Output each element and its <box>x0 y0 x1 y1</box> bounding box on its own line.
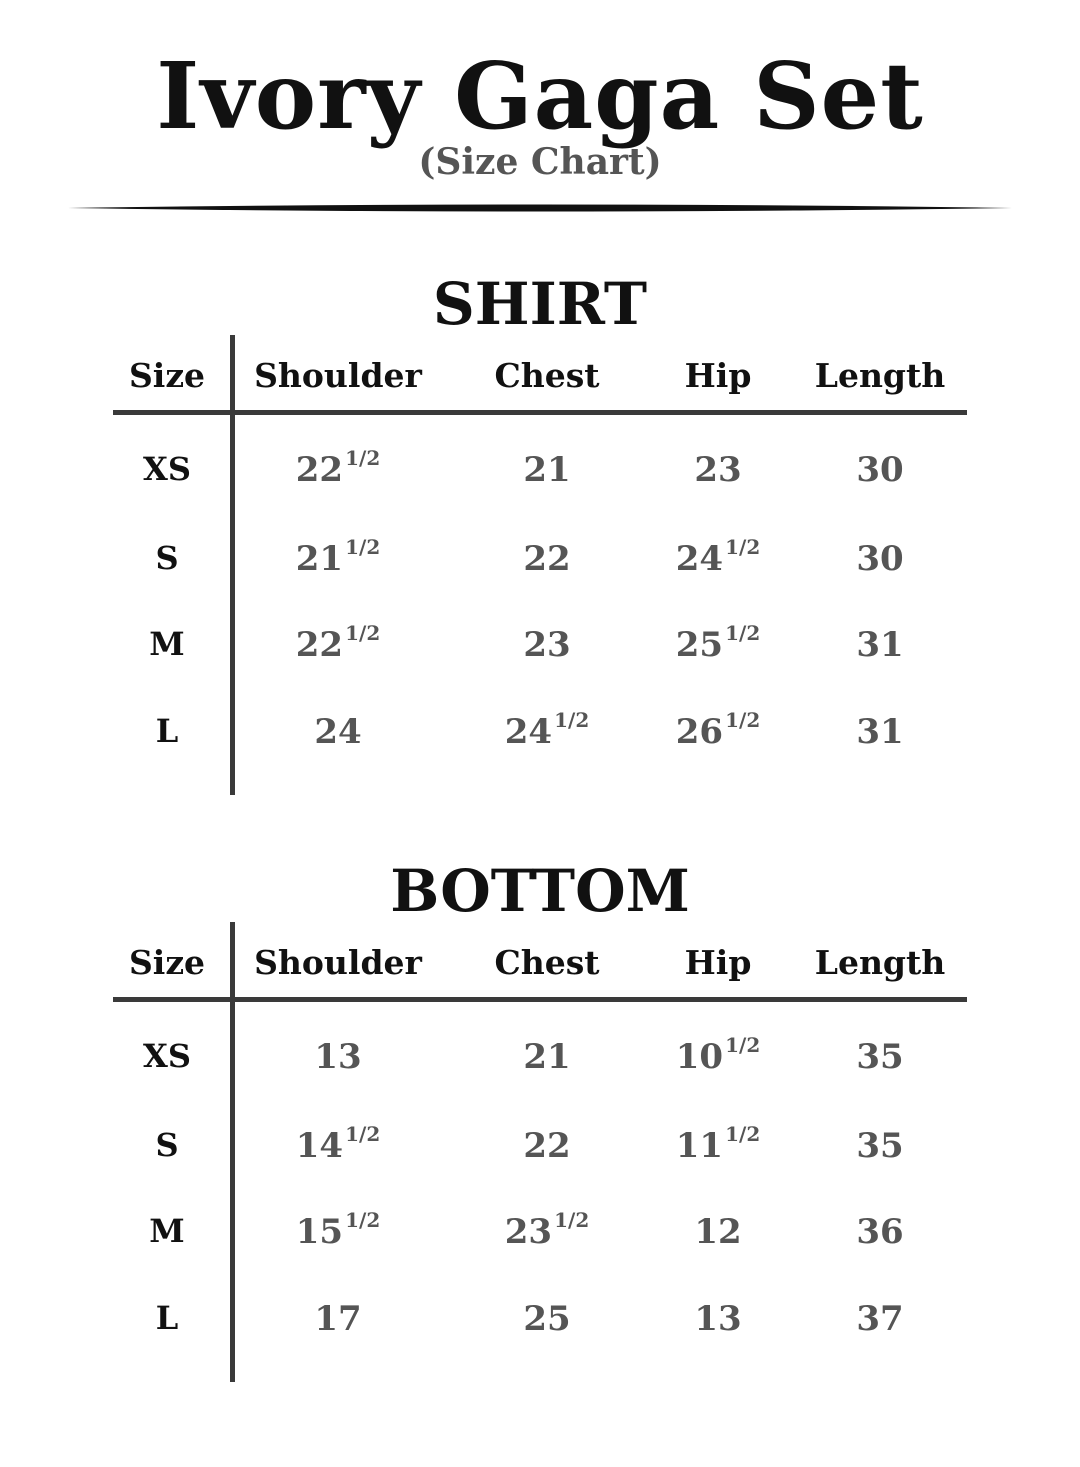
value-whole: 36 <box>856 1212 904 1252</box>
shirt-cell-chest <box>523 450 571 490</box>
value-whole: 21 <box>295 539 344 579</box>
value-fraction: 1/2 <box>345 621 381 645</box>
value-whole: 31 <box>856 712 904 752</box>
value-whole: 13 <box>694 1299 742 1339</box>
value-whole: 37 <box>856 1299 904 1339</box>
shirt-cell-chest <box>523 539 571 579</box>
bottom-cell-hip <box>675 1033 761 1077</box>
shirt-cell-hip <box>675 621 761 665</box>
shirt-cell-length <box>856 450 904 490</box>
value-whole: 23 <box>694 450 742 490</box>
value-whole: 24 <box>314 712 362 752</box>
bottom-cell-shoulder <box>314 1037 362 1077</box>
value-whole: 22 <box>295 625 344 665</box>
bottom-cell-length <box>856 1212 904 1252</box>
bottom-header-size: Size <box>128 943 206 982</box>
title-divider <box>68 202 1012 214</box>
value-whole: 21 <box>523 450 571 490</box>
shirt-header-rule <box>113 410 967 415</box>
value-whole: 26 <box>675 712 724 752</box>
bottom-header-rule <box>113 997 967 1002</box>
bottom-cell-length <box>856 1299 904 1339</box>
value-whole: 25 <box>675 625 724 665</box>
page-subtitle: (Size Chart) <box>418 141 662 183</box>
shirt-row-size: XS <box>143 450 191 488</box>
shirt-cell-shoulder <box>295 446 381 490</box>
value-whole: 25 <box>523 1299 571 1339</box>
value-whole: 30 <box>856 450 904 490</box>
shirt-cell-length <box>856 712 904 752</box>
bottom-cell-shoulder <box>295 1122 381 1166</box>
bottom-cell-chest <box>523 1299 571 1339</box>
shirt-cell-hip <box>694 450 742 490</box>
value-fraction: 1/2 <box>725 1033 761 1057</box>
value-whole: 21 <box>523 1037 571 1077</box>
value-fraction: 1/2 <box>345 1122 381 1146</box>
bottom-cell-length <box>856 1037 904 1077</box>
value-whole: 24 <box>675 539 724 579</box>
shirt-header-length: Length <box>814 356 946 395</box>
shirt-cell-length <box>856 625 904 665</box>
bottom-header-shoulder: Shoulder <box>254 943 422 982</box>
value-whole: 23 <box>504 1212 553 1252</box>
bottom-header-chest: Chest <box>494 943 600 982</box>
value-whole: 11 <box>675 1126 724 1166</box>
bottom-vertical-rule <box>230 922 235 1382</box>
bottom-cell-chest <box>523 1126 571 1166</box>
value-whole: 24 <box>504 712 553 752</box>
value-fraction: 1/2 <box>725 621 761 645</box>
value-whole: 10 <box>675 1037 724 1077</box>
value-fraction: 1/2 <box>725 1122 761 1146</box>
bottom-cell-chest <box>523 1037 571 1077</box>
shirt-cell-hip <box>675 535 761 579</box>
bottom-cell-chest <box>504 1208 590 1252</box>
value-fraction: 1/2 <box>345 535 381 559</box>
bottom-cell-shoulder <box>314 1299 362 1339</box>
shirt-cell-chest <box>504 708 590 752</box>
value-whole: 22 <box>523 1126 571 1166</box>
bottom-header-hip: Hip <box>684 943 752 982</box>
bottom-cell-hip <box>675 1122 761 1166</box>
shirt-section-title: SHIRT <box>432 270 648 338</box>
shirt-header-chest: Chest <box>494 356 600 395</box>
shirt-row-size: L <box>155 712 179 750</box>
bottom-row-size: M <box>149 1212 185 1250</box>
shirt-cell-shoulder <box>295 535 381 579</box>
bottom-cell-length <box>856 1126 904 1166</box>
value-whole: 22 <box>523 539 571 579</box>
value-whole: 17 <box>314 1299 362 1339</box>
bottom-cell-shoulder <box>295 1208 381 1252</box>
page-title: Ivory Gaga Set <box>156 42 924 150</box>
shirt-row-size: M <box>149 625 185 663</box>
value-fraction: 1/2 <box>725 708 761 732</box>
shirt-cell-shoulder <box>314 712 362 752</box>
shirt-cell-shoulder <box>295 621 381 665</box>
value-fraction: 1/2 <box>554 1208 590 1232</box>
bottom-row-size: S <box>155 1126 179 1164</box>
bottom-row-size: L <box>155 1299 179 1337</box>
bottom-section-title: BOTTOM <box>390 857 690 925</box>
shirt-header-shoulder: Shoulder <box>254 356 422 395</box>
value-whole: 12 <box>694 1212 742 1252</box>
bottom-row-size: XS <box>143 1037 191 1075</box>
bottom-cell-hip <box>694 1212 742 1252</box>
shirt-cell-length <box>856 539 904 579</box>
value-whole: 30 <box>856 539 904 579</box>
value-whole: 31 <box>856 625 904 665</box>
value-whole: 23 <box>523 625 571 665</box>
value-whole: 14 <box>295 1126 344 1166</box>
value-whole: 35 <box>856 1037 904 1077</box>
value-whole: 15 <box>295 1212 344 1252</box>
shirt-cell-chest <box>523 625 571 665</box>
shirt-header-size: Size <box>128 356 206 395</box>
bottom-header-length: Length <box>814 943 946 982</box>
value-fraction: 1/2 <box>725 535 761 559</box>
shirt-header-hip: Hip <box>684 356 752 395</box>
value-whole: 13 <box>314 1037 362 1077</box>
bottom-cell-hip <box>694 1299 742 1339</box>
shirt-row-size: S <box>155 539 179 577</box>
shirt-cell-hip <box>675 708 761 752</box>
value-fraction: 1/2 <box>554 708 590 732</box>
value-whole: 35 <box>856 1126 904 1166</box>
shirt-vertical-rule <box>230 335 235 795</box>
value-whole: 22 <box>295 450 344 490</box>
value-fraction: 1/2 <box>345 1208 381 1232</box>
value-fraction: 1/2 <box>345 446 381 470</box>
